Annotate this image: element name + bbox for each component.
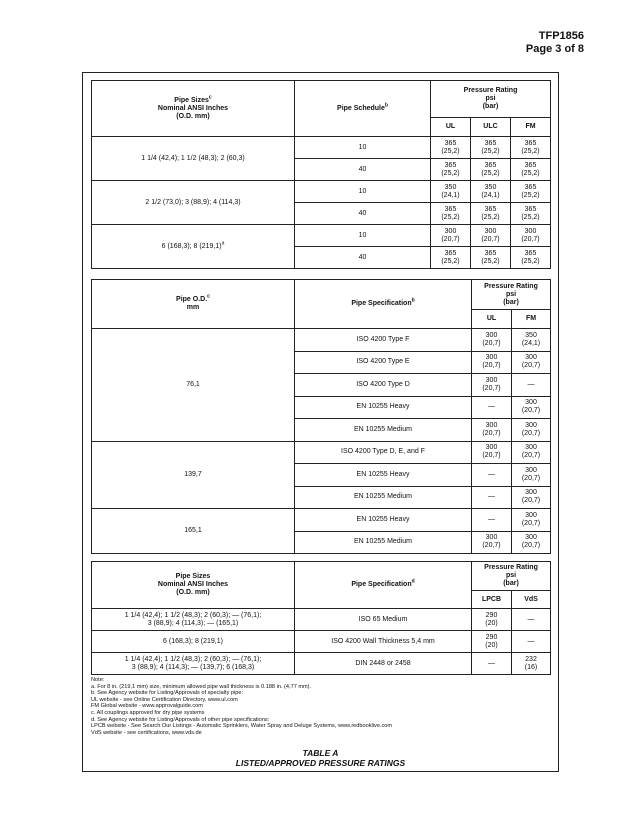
table-row [92, 631, 551, 653]
table-row [92, 329, 551, 352]
pipe-od-cell: 165,1 [92, 509, 295, 554]
vds-rating-cell: 232 (16) [512, 653, 551, 675]
pipe-od-cell: 76,1 [92, 329, 295, 442]
pipe-spec-cell: ISO 4200 Type F [295, 329, 472, 352]
pipe-size-header: Pipe Sizes$^c$ Nominal ANSI Inches (O.D. mm) [92, 81, 295, 137]
page-number: Page 3 of 8 [525, 43, 584, 55]
fm-rating-cell: 350 (24,1) [512, 329, 551, 352]
fm-rating-cell: 300 (20,7) [512, 509, 551, 532]
pipe-spec-cell: ISO 4200 Wall Thickness 5,4 mm [295, 631, 472, 653]
ul-rating-cell: 300 (20,7) [472, 419, 512, 442]
notes [91, 677, 551, 736]
ulc-header: ULC [471, 118, 511, 137]
table-row [92, 609, 551, 631]
note-line: a. For 8 in. (219,1 mm) size, minimum allowed pipe wall thickness is 0.188 in. (4,77 mm). [91, 683, 312, 690]
ul-header: UL [472, 310, 512, 329]
schedule-cell: 40 [295, 247, 431, 269]
note-line: b. See Agency website for Listing/Approvals of specialty pipe: [91, 690, 244, 697]
table-row [92, 509, 551, 532]
fm-rating-cell: 365 (25,2) [511, 247, 551, 269]
caption-subtitle: LISTED/APPROVED PRESSURE RATINGS [235, 757, 406, 768]
note-line: FM Global website - www.approvalguide.com [91, 703, 203, 710]
table-caption [91, 749, 550, 768]
ul-rating-cell: — [472, 464, 512, 487]
pipe-size-cell: 2 1/2 (73,0); 3 (88,9); 4 (114,3) [92, 181, 295, 225]
ulc-rating-cell: 365 (25,2) [471, 159, 511, 181]
pressure-rating-header: Pressure Rating psi (bar) [472, 562, 551, 591]
fm-rating-cell: 300 (20,7) [512, 419, 551, 442]
ul-rating-cell: 365 (25,2) [431, 137, 471, 159]
ul-rating-cell: 300 (20,7) [472, 374, 512, 397]
pipe-spec-cell: ISO 65 Medium [295, 609, 472, 631]
fm-rating-cell: 300 (20,7) [511, 225, 551, 247]
pipe-size-cell: 6 (168,3); 8 (219,1) [92, 631, 295, 653]
ul-rating-cell: 300 (20,7) [431, 225, 471, 247]
ul-rating-cell: — [472, 509, 512, 532]
pipe-spec-cell: EN 10255 Medium [295, 486, 472, 509]
fm-rating-cell: 365 (25,2) [511, 137, 551, 159]
pipe-od-cell: 139,7 [92, 441, 295, 509]
ulc-rating-cell: 365 (25,2) [471, 137, 511, 159]
pipe-od-header: Pipe O.D.$^c$ mm [92, 280, 295, 329]
table-row [92, 653, 551, 675]
ul-rating-cell: 365 (25,2) [431, 159, 471, 181]
fm-rating-cell: — [512, 374, 551, 397]
ulc-rating-cell: 300 (20,7) [471, 225, 511, 247]
schedule-cell: 40 [295, 203, 431, 225]
vds-rating-cell: — [512, 631, 551, 653]
ul-rating-cell: — [472, 486, 512, 509]
ul-rating-cell: 365 (25,2) [431, 203, 471, 225]
pipe-spec-cell: ISO 4200 Type D [295, 374, 472, 397]
ul-rating-cell: 365 (25,2) [431, 247, 471, 269]
fm-rating-cell: 300 (20,7) [512, 351, 551, 374]
pipe-spec-cell: EN 10255 Heavy [295, 509, 472, 532]
fm-rating-cell: 300 (20,7) [512, 441, 551, 464]
ulc-rating-cell: 350 (24,1) [471, 181, 511, 203]
ulc-rating-cell: 365 (25,2) [471, 203, 511, 225]
table-row [92, 441, 551, 464]
ul-rating-cell: 300 (20,7) [472, 329, 512, 352]
pipe-spec-cell: EN 10255 Medium [295, 531, 472, 554]
note-line: c. All couplings approved for dry pipe systems [91, 709, 205, 716]
schedule-cell: 10 [295, 225, 431, 247]
fm-rating-cell: 300 (20,7) [512, 531, 551, 554]
ul-rating-cell: — [472, 396, 512, 419]
pipe-size-cell: 6 (168,3); 8 $(219,1)^a$ [92, 225, 295, 269]
pipe-schedule-header: Pipe Schedule$^b$ [295, 81, 431, 137]
fm-rating-cell: 300 (20,7) [512, 464, 551, 487]
lpcb-rating-cell: 290 (20) [472, 631, 512, 653]
pipe-size-header: Pipe Sizes Nominal ANSI Inches (O.D. mm) [92, 562, 295, 609]
schedule-cell: 10 [295, 137, 431, 159]
ul-header: UL [431, 118, 471, 137]
fm-rating-cell: 365 (25,2) [511, 181, 551, 203]
note-line: VdS website - see certifications, www.vds.de [91, 729, 202, 736]
pressure-rating-header: Pressure Rating psi (bar) [431, 81, 551, 118]
vds-rating-cell: — [512, 609, 551, 631]
fm-rating-cell: 300 (20,7) [512, 396, 551, 419]
ul-rating-cell: 350 (24,1) [431, 181, 471, 203]
ul-rating-cell: 300 (20,7) [472, 531, 512, 554]
schedule-cell: 40 [295, 159, 431, 181]
lpcb-rating-cell: — [472, 653, 512, 675]
fm-header: FM [511, 118, 551, 137]
document-id: TFP1856 [538, 30, 584, 42]
caption-title: TABLE A [302, 748, 339, 758]
table-row [92, 137, 551, 159]
pipe-schedule-table [91, 80, 551, 269]
pipe-size-cell: 1 1/4 (42,4); 1 1/2 (48,3); 2 (60,3); — (76,1); 3 (88,9); 4 (114,3); — (139,7); 6 (168,3) [92, 653, 295, 675]
ulc-rating-cell: 365 (25,2) [471, 247, 511, 269]
pipe-spec-cell: EN 10255 Heavy [295, 464, 472, 487]
pipe-size-cell: 1 1/4 (42,4); 1 1/2 (48,3); 2 (60,3) [92, 137, 295, 181]
note-line: Note: [91, 677, 105, 683]
page-header [526, 30, 584, 56]
ul-rating-cell: 300 (20,7) [472, 351, 512, 374]
pipe-spec-cell: DIN 2448 or 2458 [295, 653, 472, 675]
pipe-spec-cell: ISO 4200 Type D, E, and F [295, 441, 472, 464]
note-line: LPCB website - See Search Our Listings - Automatic Sprinklers, Water Spray and Deluge Systems, www.redbooklive.com [91, 723, 393, 730]
table-row [92, 225, 551, 247]
pipe-specification-table [91, 279, 551, 554]
pipe-spec-cell: EN 10255 Medium [295, 419, 472, 442]
fm-rating-cell: 365 (25,2) [511, 203, 551, 225]
pipe-specification-header: Pipe Specification$^d$ [295, 562, 472, 609]
pipe-size-cell: 1 1/4 (42,4); 1 1/2 (48,3); 2 (60,3); — (76,1); 3 (88,9); 4 (114,3); — (165,1) [92, 609, 295, 631]
note-line: UL website - see Online Certification Directory, www.ul.com [91, 696, 238, 703]
fm-rating-cell: 365 (25,2) [511, 159, 551, 181]
fm-rating-cell: 300 (20,7) [512, 486, 551, 509]
note-line: d. See Agency website for Listing/Approvals of other pipe specifications: [91, 716, 270, 723]
vds-header: VdS [512, 591, 551, 609]
pressure-rating-header: Pressure Rating psi (bar) [472, 280, 551, 310]
schedule-cell: 10 [295, 181, 431, 203]
pipe-spec-cell: EN 10255 Heavy [295, 396, 472, 419]
lpcb-rating-cell: 290 (20) [472, 609, 512, 631]
fm-header: FM [512, 310, 551, 329]
table-row [92, 181, 551, 203]
ul-rating-cell: 300 (20,7) [472, 441, 512, 464]
international-pipe-table [91, 561, 551, 675]
lpcb-header: LPCB [472, 591, 512, 609]
pipe-specification-header: Pipe Specification$^b$ [295, 280, 472, 329]
pipe-spec-cell: ISO 4200 Type E [295, 351, 472, 374]
